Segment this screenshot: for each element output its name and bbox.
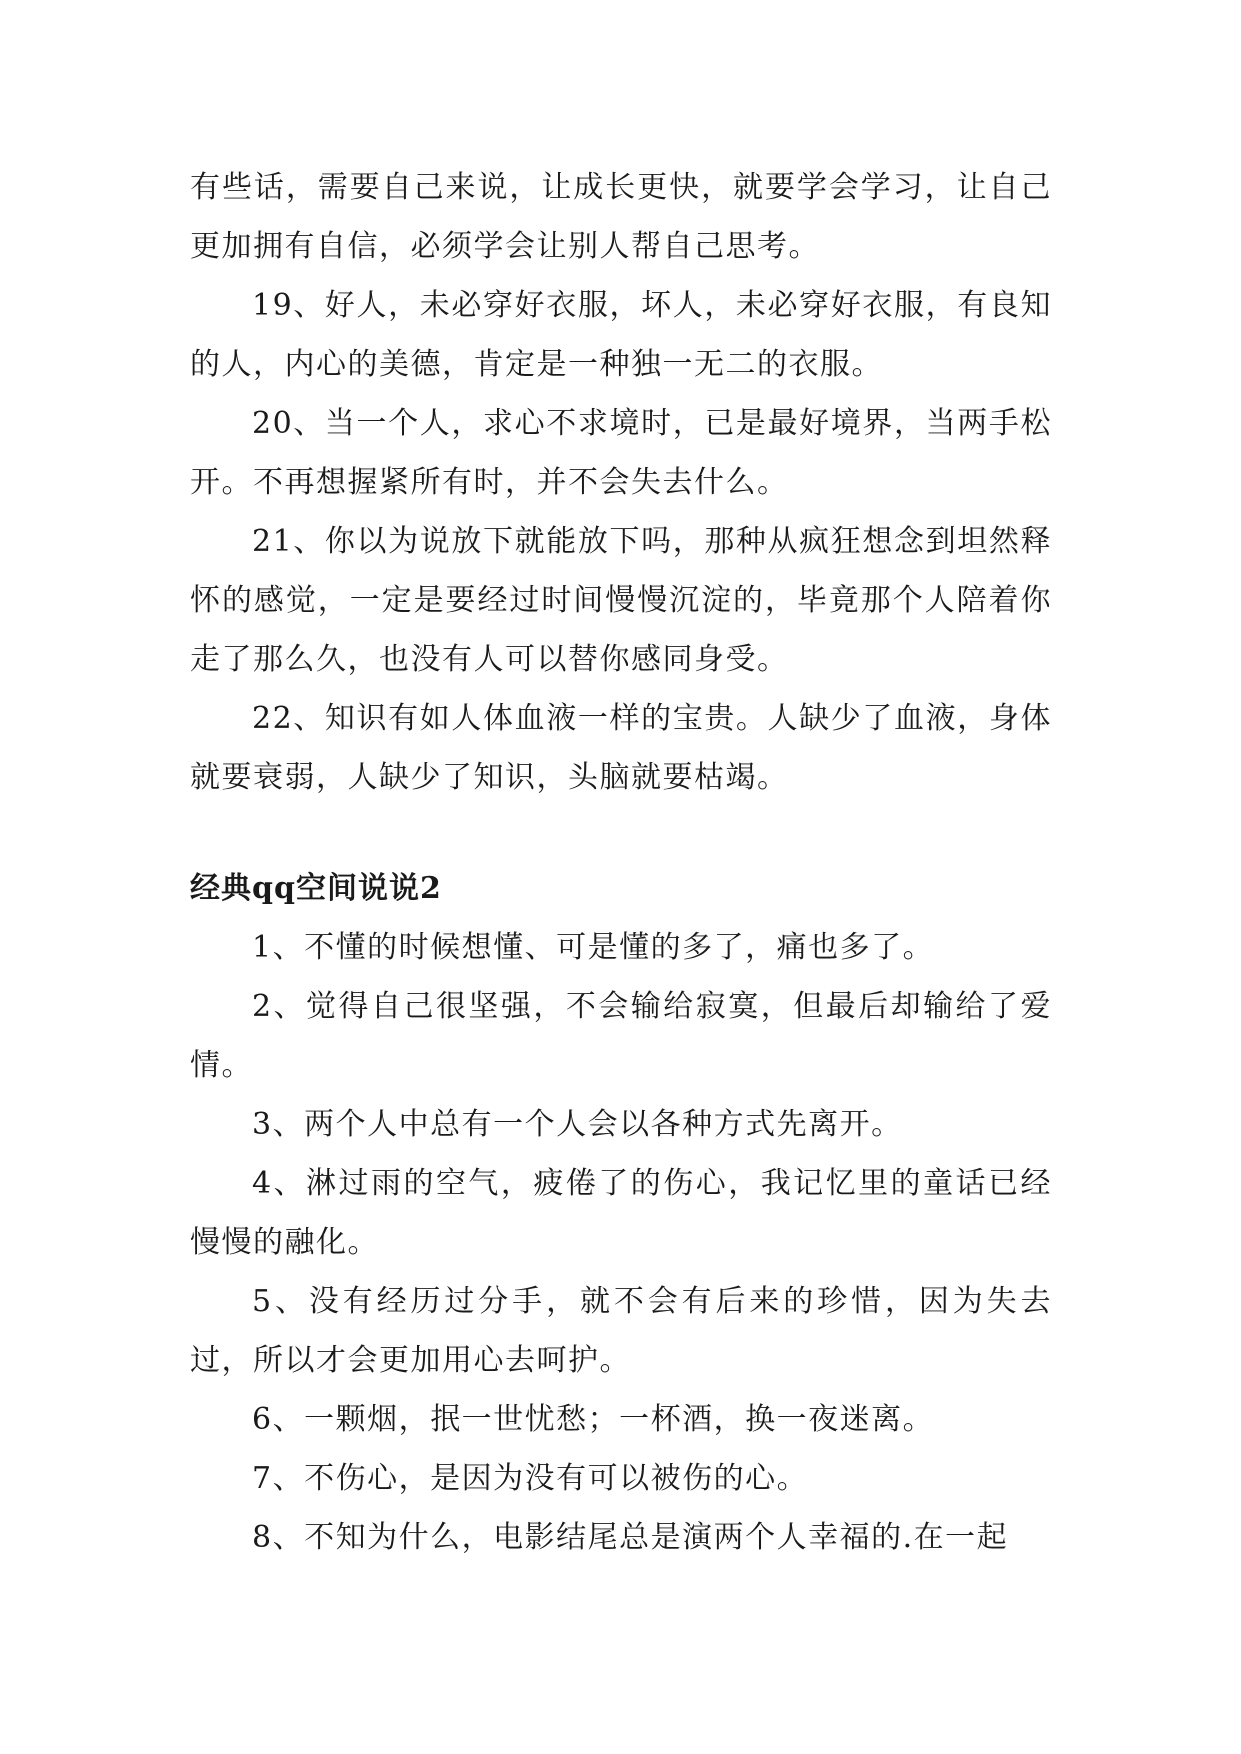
list-item: 8、不知为什么，电影结尾总是演两个人幸福的.在一起 [252, 1520, 1009, 1555]
list-item: 20、当一个人，求心不求境时，已是最好境界，当两手松开。不再想握紧所有时，并不会失去什么。 [190, 406, 1052, 500]
list-item: 21、你以为说放下就能放下吗，那种从疯狂想念到坦然释怀的感觉，一定是要经过时间慢慢沉淀的，毕竟那个人陪着你走了那么久，也没有人可以替你感同身受。 [190, 524, 1052, 677]
list-item: 1、不懂的时候想懂、可是懂的多了，痛也多了。 [252, 930, 935, 965]
list-item: 22、知识有如人体血液一样的宝贵。人缺少了血液，身体就要衰弱，人缺少了知识，头脑就要枯竭。 [190, 701, 1052, 795]
list-item: 4、淋过雨的空气，疲倦了的伤心，我记忆里的童话已经慢慢的融化。 [190, 1166, 1052, 1260]
document-page [190, 158, 1052, 1567]
section-heading: 经典qq空间说说2 [190, 871, 442, 906]
paragraph: 有些话，需要自己来说，让成长更快，就要学会学习，让自己更加拥有自信，必须学会让别人帮自己思考。 [190, 170, 1052, 264]
list-item: 7、不伤心，是因为没有可以被伤的心。 [252, 1461, 809, 1496]
list-item: 5、没有经历过分手，就不会有后来的珍惜，因为失去过，所以才会更加用心去呵护。 [190, 1284, 1052, 1378]
list-item: 3、两个人中总有一个人会以各种方式先离开。 [252, 1107, 903, 1142]
list-item: 2、觉得自己很坚强，不会输给寂寞，但最后却输给了爱情。 [190, 989, 1052, 1083]
list-item: 19、好人，未必穿好衣服，坏人，未必穿好衣服，有良知的人，内心的美德，肯定是一种独一无二的衣服。 [190, 288, 1052, 382]
list-item: 6、一颗烟，抿一世忧愁；一杯酒，换一夜迷离。 [252, 1402, 935, 1437]
section-spacer [190, 807, 1052, 859]
